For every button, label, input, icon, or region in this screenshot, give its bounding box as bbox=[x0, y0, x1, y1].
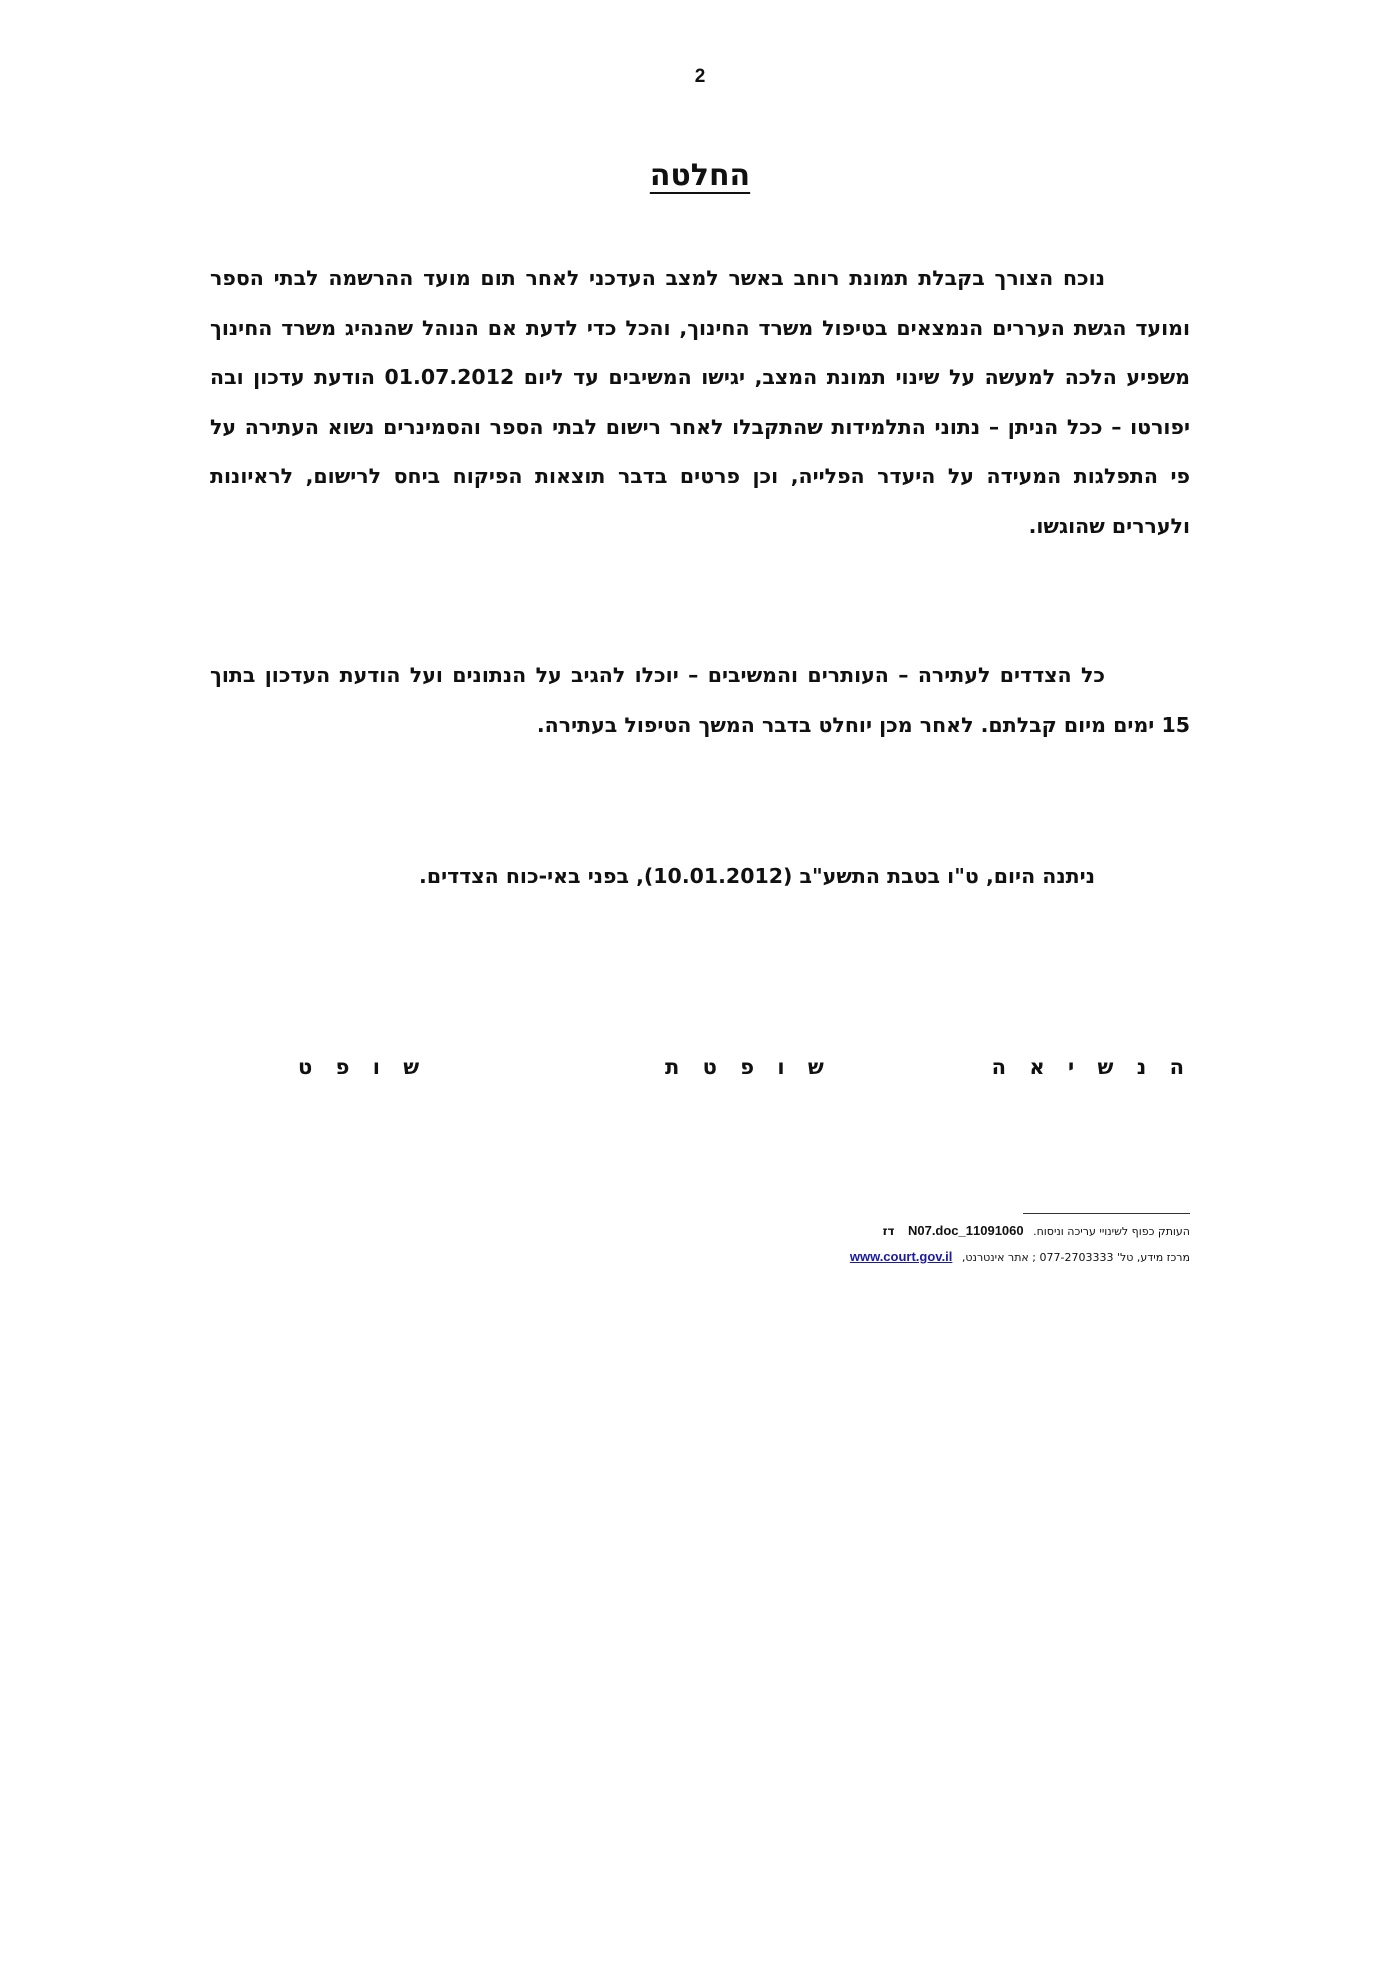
page-number: 2 bbox=[694, 66, 706, 87]
decision-paragraph-2: כל הצדדים לעתירה – העותרים והמשיבים – יוכלו להגיב על הנתונים ועל הודעת העדכון בתוך 15 ימים מיום קבלתם. לאחר מכן יוחלט בדבר המשך הטיפול בעתירה. bbox=[210, 663, 1190, 737]
footer-info-center: מרכז מידע, טל' 077-2703333 ; אתר אינטרנט, bbox=[961, 1251, 1190, 1264]
signature-judge-male: ש ו פ ט bbox=[298, 1055, 428, 1079]
footer-copy-note: העותק כפוף לשינויי עריכה וניסוח. bbox=[1033, 1225, 1190, 1238]
signature-judge-female: ש ו פ ט ת bbox=[665, 1055, 832, 1079]
footer-doc-name: 11091060_N07.doc bbox=[907, 1223, 1024, 1238]
footer-website-link[interactable]: www.court.gov.il bbox=[849, 1249, 953, 1264]
footer-divider bbox=[1023, 1213, 1190, 1214]
footer-contact-info bbox=[850, 1249, 1190, 1264]
signature-president: ה נ ש י א ה bbox=[991, 1055, 1192, 1079]
document-title: החלטה bbox=[649, 158, 751, 193]
footer-initials: דז bbox=[882, 1224, 895, 1238]
given-date-line: ניתנה היום, ט"ו בטבת התשע"ב (10.01.2012), בפני באי-כוח הצדדים. bbox=[419, 864, 1095, 888]
footer-doc-info bbox=[883, 1223, 1190, 1238]
decision-paragraph-1: נוכח הצורך בקבלת תמונת רוחב באשר למצב העדכני לאחר תום מועד ההרשמה לבתי הספר ומועד הגשת העררים הנמצאים בטיפול משרד החינוך, והכל כדי לדעת אם הנוהל שהנהיג משרד החינוך משפיע הלכה למעשה על שינוי תמונת המצב, יגישו המשיבים עד ליום 01.07.2012 הודעת עדכון ובה יפורטו – ככל הניתן – נתוני התלמידות שהתקבלו לאחר רישום לבתי הספר והסמינרים נשוא העתירה על פי התפלגות המעידה על היעדר הפלייה, וכן פרטים בדבר תוצאות הפיקוח ביחס לרישום, לראיונות ולעררים שהוגשו. bbox=[210, 266, 1190, 538]
